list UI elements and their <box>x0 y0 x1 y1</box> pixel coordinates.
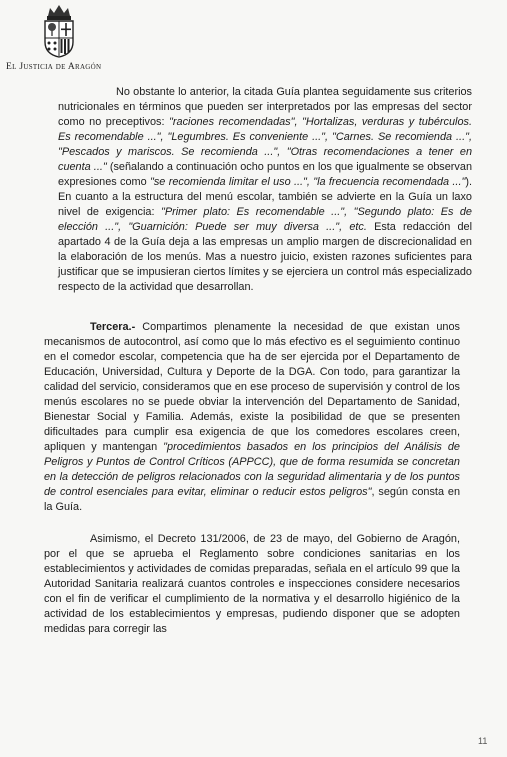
p2-text-2: , según consta en la Guía. <box>44 486 461 513</box>
paragraph-tercera <box>44 320 460 515</box>
p3-text-1: Asimismo, el Decreto 131/2006, de 23 de mayo, del Gobierno de Aragón, por el que se aprueba el Reglamento sobre condiciones sanitarias en los establecimientos y actividades de comidas preparadas, señala en el artículo 99 que la Autoridad Sanitaria realizará cuantos controles e inspecciones considere necesarios con el fin de verificar el cumplimiento de la normativa y el desarrollo higiénico de la actividad de los establecimientos y empresas, pudiendo disponer que se adopten medidas para corregir las <box>44 533 460 635</box>
p1-text-2: (señalando a continuación ocho puntos en los que igualmente se observan expresiones como <box>58 161 472 188</box>
p1-text-3: ). En cuanto a la estructura del menú escolar, también se advierte en la Guía un laxo nivel de exigencia: <box>58 176 472 218</box>
paragraph-criterios <box>58 85 472 295</box>
paragraph-asimismo <box>44 532 460 637</box>
page-number: 11 <box>478 736 488 746</box>
p1-text-4: Esta redacción del apartado 4 de la Guía deja a las empresas un amplio margen de discrecionalidad en la elaboración de los menús. Mas a nuestro juicio, existen razones suficientes para justificar que se impusieran ciertos límites y se ejerciera un control más especializado respecto de la actividad que desarrollan. <box>58 221 473 293</box>
p1-text-1: No obstante lo anterior, la citada Guía plantea seguidamente sus criterios nutricionales en términos que pueden ser interpretados por las empresas del sector como no preceptivos: <box>58 86 472 128</box>
p2-quote-1: "procedimientos basados en los principios del Análisis de Peligros y Puntos de Control Críticos (APPCC), que de forma resumida se concretan en la detección de peligros relacionados con la seguridad alimentaria y de los puntos de control esenciales para evitar, eliminar o reducir estos peligros" <box>44 441 460 498</box>
document-body <box>44 85 473 637</box>
section-heading-tercera: Tercera.- <box>90 321 136 333</box>
p1-quote-3: "Primer plato: Es recomendable ...", "Segundo plato: Es de elección ...", "Guarnición: Puede ser muy diversa ...", etc. <box>58 206 472 233</box>
organization-name: El Justicia de Aragón <box>6 62 102 72</box>
p1-quote-2: "se recomienda limitar el uso ...", "la frecuencia recomendada ..." <box>150 176 466 188</box>
aragon-coat-of-arms-icon <box>41 2 77 58</box>
p1-quote-1: "raciones recomendadas", "Hortalizas, verduras y tubérculos. Es recomendable ...", "Legumbres. Es conveniente ...", "Carnes. Se recomienda ...", "Pescados y mariscos. Se recomienda ...", "Otras recomendaciones a tener en cuenta ..." <box>58 116 472 173</box>
p2-text-1: Compartimos plenamente la necesidad de que existan unos mecanismos de autocontrol, así como que lo más efectivo es el seguimiento continuo en el comedor escolar, competencia que ha de ser ejercida por el Departamento de Educación, Universidad, Cultura y Deporte de la DGA. Con todo, para garantizar la calidad del servicio, consideramos que en ese proceso de supervisión y control de los menús escolares no se puede obviar la intervención del Departamento de Sanidad, Bienestar Social y Familia. Además, existe la posibilidad de que se presenten dificultades para cumplir esa exigencia de que los comedores escolares creen, apliquen y mantengan <box>44 321 460 453</box>
